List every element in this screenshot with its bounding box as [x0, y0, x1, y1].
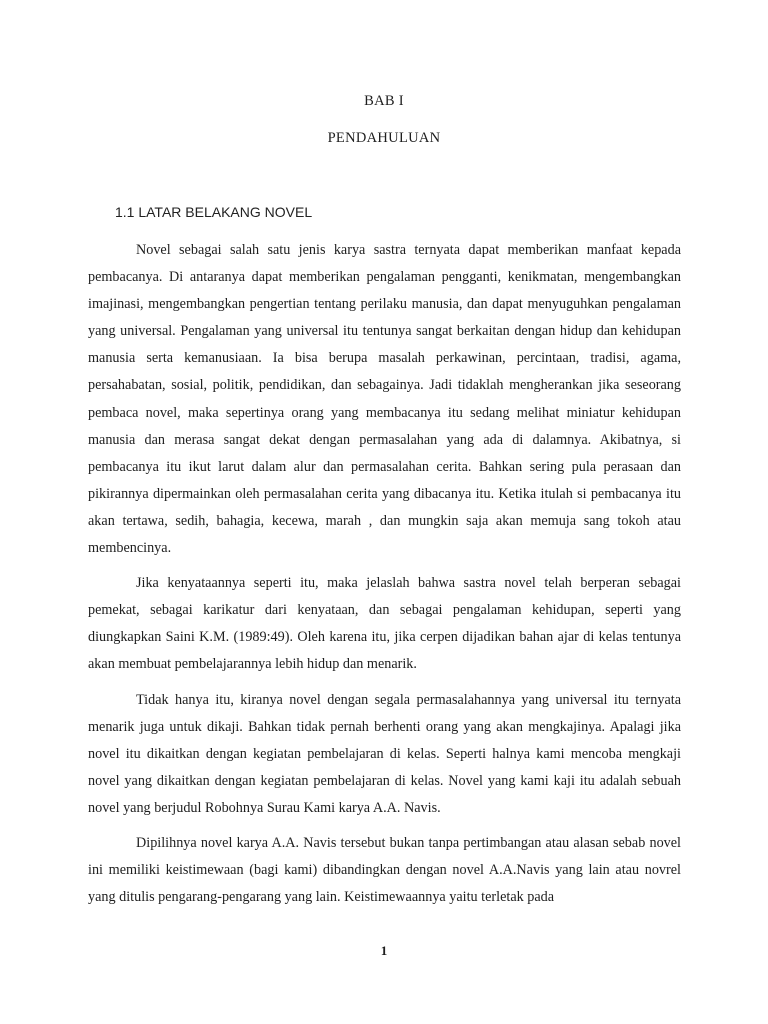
paragraph-3: Tidak hanya itu, kiranya novel dengan segala permasalahannya yang universal itu ternyata menarik juga untuk dikaji. Bahkan tidak pernah berhenti orang yang akan mengkajinya. Apalagi jika novel itu dikaitkan dengan kegiatan pembelajaran di kelas. Seperti halnya kami mencoba mengkaji novel yang dikaitkan dengan kegiatan pembelajaran di kelas. Novel yang kami kaji itu adalah sebuah novel yang berjudul Robohnya Surau Kami karya A.A. Navis.	[88, 691, 681, 816]
page-number: 1	[380, 943, 388, 958]
chapter-title: PENDAHULUAN	[327, 130, 441, 146]
section-heading: 1.1 LATAR BELAKANG NOVEL	[115, 204, 313, 220]
paragraph-2: Jika kenyataannya seperti itu, maka jelaslah bahwa sastra novel telah berperan sebagai pemekat, sebagai karikatur dari kenyataan, dan sebagai pengalaman kehidupan, seperti yang diungkapkan Saini K.M. (1989:49). Oleh karena itu, jika cerpen dijadikan bahan ajar di kelas tentunya akan membuat pembelajarannya lebih hidup dan menarik.	[88, 575, 681, 673]
body-text	[88, 237, 681, 919]
chapter-number: BAB I	[364, 93, 404, 109]
paragraph-4: Dipilihnya novel karya A.A. Navis tersebut bukan tanpa pertimbangan atau alasan sebab novel ini memiliki keistimewaan (bagi kami) dibandingkan dengan novel A.A.Navis yang lain atau novrel yang ditulis pengarang-pengarang yang lain. Keistimewaannya yaitu terletak pada	[88, 834, 681, 906]
paragraph-1: Novel sebagai salah satu jenis karya sastra ternyata dapat memberikan manfaat kepada pembacanya. Di antaranya dapat memberikan pengalaman pengganti, kenikmatan, mengembangkan imajinasi, mengembangkan pengertian tentang perilaku manusia, dan dapat menyuguhkan pengalaman yang universal. Pengalaman yang universal itu tentunya sangat berkaitan dengan hidup dan kehidupan manusia serta kemanusiaan. Ia bisa berupa masalah perkawinan, percintaan, tradisi, agama, persahabatan, sosial, politik, pendidikan, dan sebagainya. Jadi tidaklah mengherankan jika seseorang pembaca novel, maka sepertinya orang yang membacanya itu sedang melihat miniatur kehidupan manusia dan merasa sangat dekat dengan permasalahan yang ada di dalamnya. Akibatnya, si pembacanya itu ikut larut dalam alur dan permasalahan cerita. Bahkan sering pula perasaan dan pikirannya dipermainkan oleh permasalahan cerita yang dibacanya itu. Ketika itulah si pembacanya itu akan tertawa, sedih, bahagia, kecewa, marah , dan mungkin saja akan memuja sang tokoh atau membencinya.	[88, 242, 681, 557]
